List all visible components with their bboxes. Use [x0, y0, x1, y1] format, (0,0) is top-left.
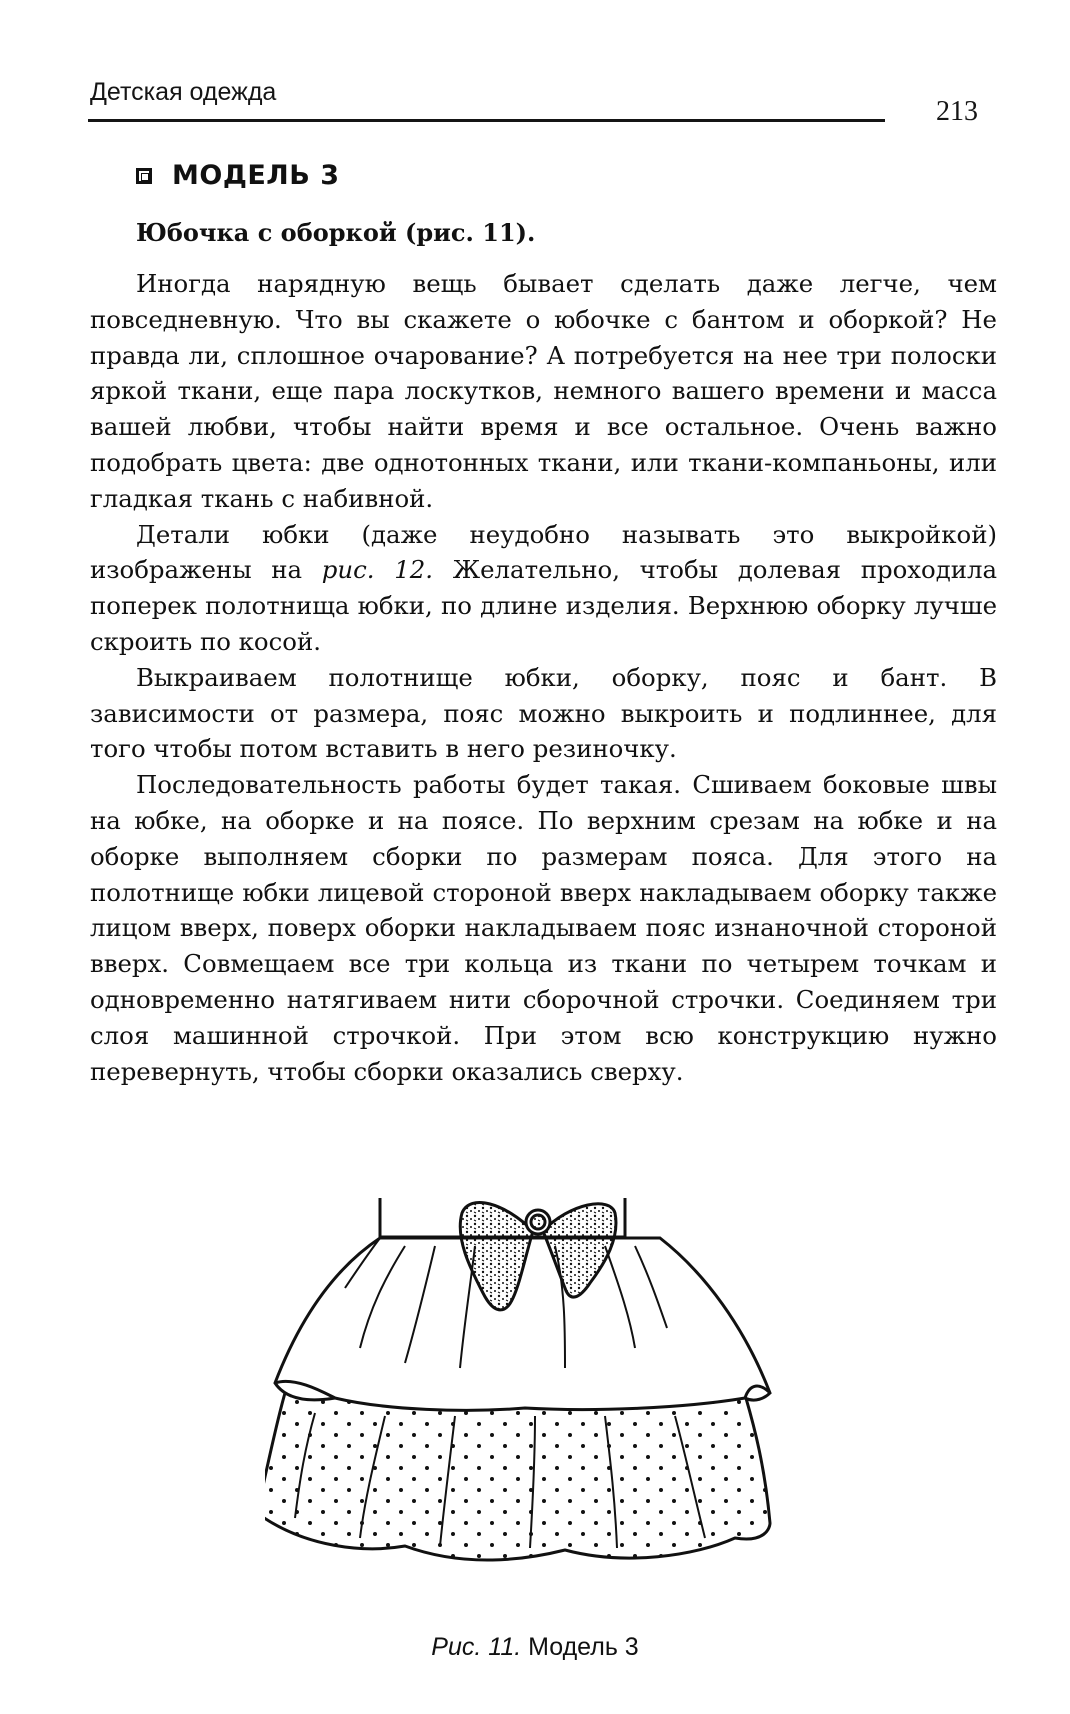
square-bullet-icon [136, 168, 152, 184]
caption-reference: Рис. 11. [431, 1633, 522, 1661]
header-rule [88, 119, 885, 122]
section-subheading: Юбочка с оборкой (рис. 11). [136, 218, 536, 247]
paragraph-2-end: Желательно, чтобы долевая проходила поперек полотнища юбки, по длине изделия. Верхнюю оборку лучше скроить по косой. [90, 555, 998, 656]
section-heading [136, 160, 340, 191]
paragraph-4: Последовательность работы будет такая. Сшиваем боковые швы на юбке, на оборке и на поясе. По верхним срезам на юбке и на оборке выполняем сборки по размерам пояса. Для этого на полотнище юбки лицевой стороной вверх накладываем оборку также лицом вверх, поверх оборки накладываем пояс изнаночной стороной вверх. Совмещаем все три кольца из ткани по четырем точкам и одновременно натягиваем нити сборочной строчки. Соединяем три слоя машинной строчкой. При этом всю конструкцию нужно перевернуть, чтобы сборки оказались сверху. [90, 770, 997, 1086]
paragraph-3: Выкраиваем полотнище юбки, оборку, пояс и бант. В зависимости от размера, пояс можно выкроить и подлиннее, для того чтобы потом вставить в него резиночку. [90, 662, 997, 764]
paragraph-1: Иногда нарядную вещь бывает сделать даже легче, чем повседневную. Что вы скажете о юбочке с бантом и оборкой? Не правда ли, сплошное очарование? А потребуется на нее три полоски яркой ткани, еще пара лоскутков, немного вашего времени и масса вашей любви, чтобы найти время и все остальное. Очень важно подобрать цвета: две однотонных ткани, или ткани-компаньоны, или гладкая ткань с набивной. [90, 269, 997, 513]
section-heading-text: МОДЕЛЬ 3 [172, 160, 340, 191]
skirt-illustration [265, 1198, 825, 1618]
paragraph-2 [90, 517, 997, 660]
body-text [90, 266, 997, 1089]
page-number: 213 [936, 96, 978, 127]
running-title: Детская одежда [90, 78, 277, 106]
caption-text: Модель 3 [521, 1633, 639, 1661]
lower-frill [265, 1388, 770, 1560]
paragraph-2-start: Детали юбки (даже неудобно называть это выкройкой) изображены на [90, 519, 997, 585]
figure-caption [0, 1633, 1070, 1662]
figure-reference: рис. 12. [321, 555, 434, 585]
